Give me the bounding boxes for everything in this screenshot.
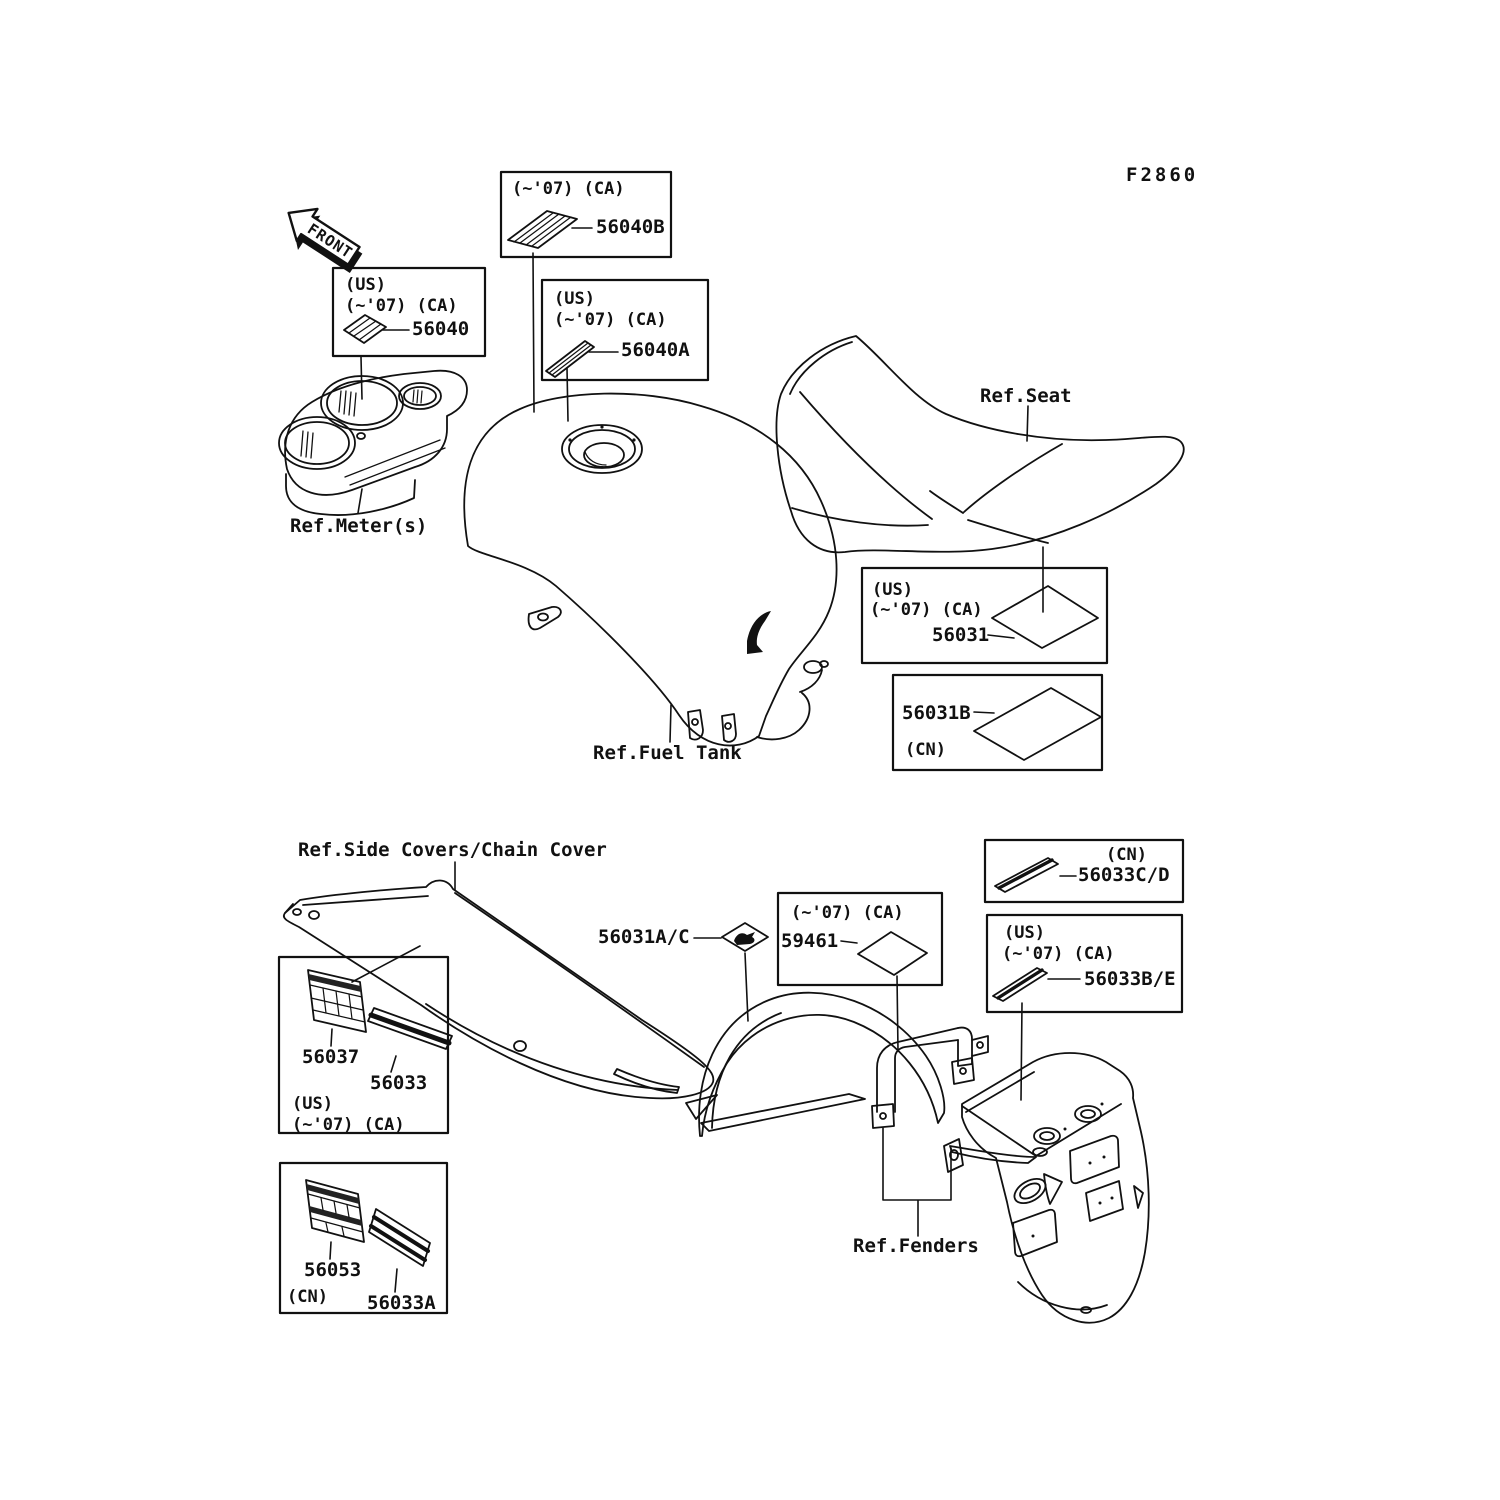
part-number-56033cd: 56033C/D [1078,864,1170,886]
label-sticker-59461 [858,932,927,975]
front-arrow-label: FRONT [304,219,357,263]
label-sticker-56031 [992,586,1098,648]
caution-diamond-icon [722,923,768,951]
condition-ca-56040a: (~'07) (CA) [554,310,667,330]
part-number-56037: 56037 [302,1046,360,1068]
condition-ca-56033be: (~'07) (CA) [1002,944,1115,964]
condition-label-56040b: (~'07) (CA) [512,179,625,199]
condition-ca-56031: (~'07) (CA) [870,600,983,620]
part-number-56033: 56033 [370,1072,428,1094]
ref-label-seat: Ref.Seat [980,385,1072,407]
label-sticker-56033 [368,1008,452,1049]
part-number-56031b: 56031B [902,702,971,724]
ref-label-side-covers: Ref.Side Covers/Chain Cover [298,839,607,861]
ref-label-fenders: Ref.Fenders [853,1235,979,1257]
label-sticker-56031b [974,688,1101,760]
rear-fender-drawing [944,1053,1149,1323]
part-number-56031: 56031 [932,624,990,646]
meter-cluster-drawing [279,371,467,515]
figure-code: F2860 [1126,164,1199,186]
condition-us-56031: (US) [872,580,913,600]
label-sticker-56040a [546,341,594,377]
condition-us-56040a: (US) [554,289,595,309]
condition-us-56040: (US) [345,275,386,295]
part-number-56040a: 56040A [621,339,690,361]
label-sticker-56033a [369,1209,430,1266]
label-sticker-56033be [993,968,1047,1001]
fuel-tank-drawing [464,394,836,746]
part-number-56033be: 56033B/E [1084,968,1176,990]
condition-label-56031b: (CN) [905,740,946,760]
part-number-56031ac: 56031A/C [598,926,690,948]
seat-drawing [776,336,1183,552]
label-sticker-56040b [508,211,577,248]
condition-us-56033be: (US) [1004,923,1045,943]
label-sticker-56040 [344,315,386,343]
part-number-59461: 59461 [781,930,839,952]
condition-ca-56040: (~'07) (CA) [345,296,458,316]
front-fender-drawing [686,993,944,1136]
part-number-56040b: 56040B [596,216,665,238]
condition-us-side-cover: (US) [292,1094,333,1114]
label-sticker-56053 [306,1180,364,1242]
condition-label-59461: (~'07) (CA) [791,903,904,923]
condition-label-56033cd: (CN) [1106,845,1147,865]
part-number-56053: 56053 [304,1259,362,1281]
part-number-56033a: 56033A [367,1292,436,1314]
ref-label-meter: Ref.Meter(s) [290,515,428,537]
ref-label-fuel-tank: Ref.Fuel Tank [593,742,742,764]
part-number-56040: 56040 [412,318,470,340]
condition-ca-side-cover: (~'07) (CA) [292,1115,405,1135]
condition-label-cn-box: (CN) [287,1287,328,1307]
label-sticker-56033cd [995,858,1058,892]
